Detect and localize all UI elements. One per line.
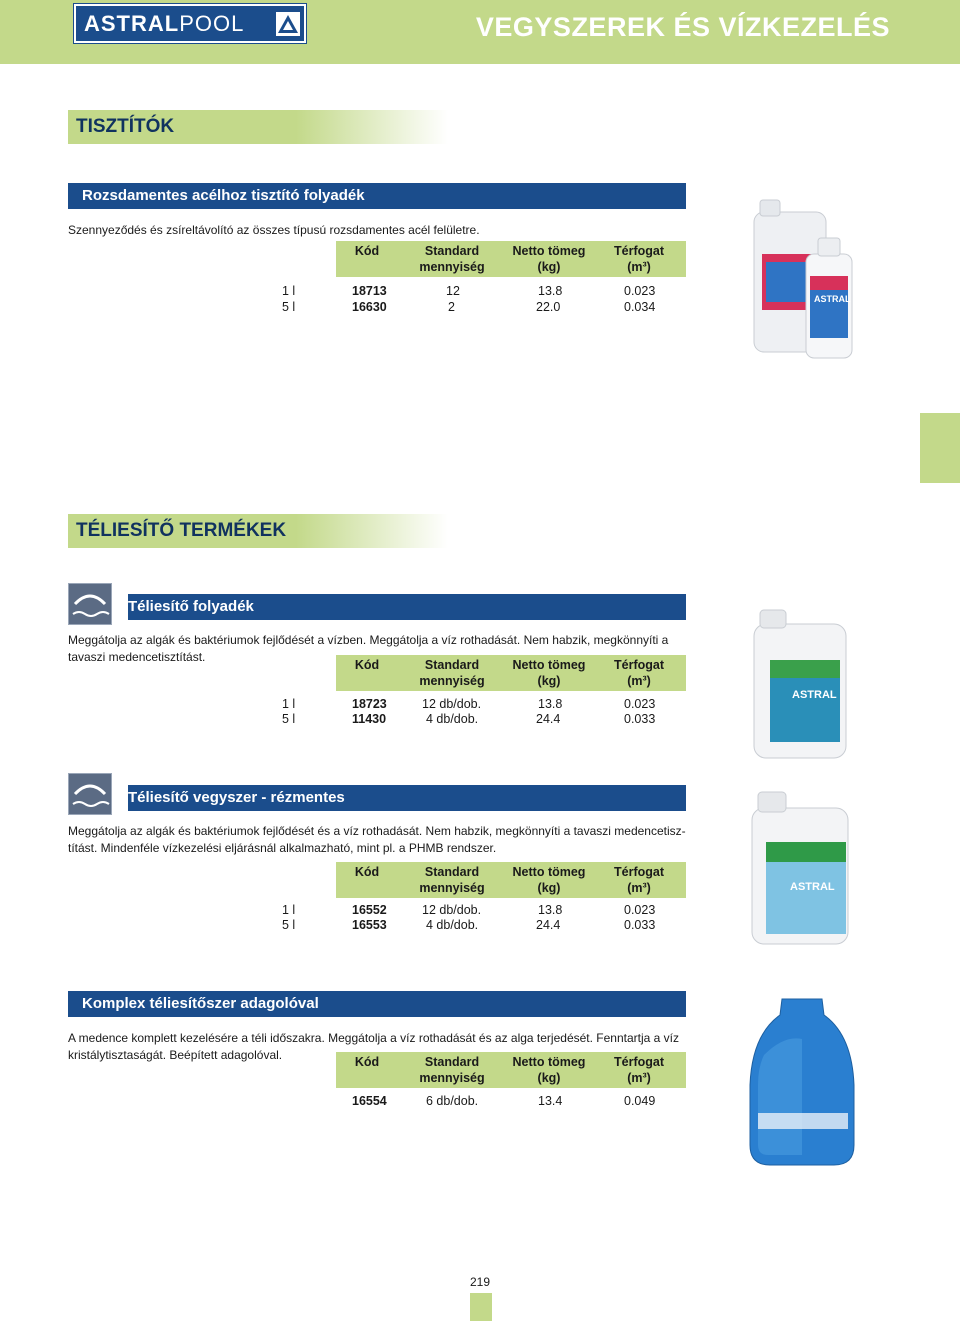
table-header: Kód Standard mennyiség Netto tömeg (kg) Térfogat (m³) (336, 1052, 686, 1088)
product-description: Meggátolja az algák és baktériumok fejlődését a vízben. Meggátolja a víz rothadását. Nem habzik, megkönnyíti a tavaszi medencetisztítást. (68, 633, 669, 664)
col-code: Kód (354, 244, 380, 258)
product-photo-dispenser-container (744, 995, 860, 1170)
winter-pool-icon (68, 583, 112, 625)
product-photo-winterizer-canister (748, 608, 854, 763)
col-qty: Standard mennyiség (419, 244, 485, 274)
col-weight: Netto tömeg (kg) (512, 244, 586, 274)
logo-light-text: POOL (179, 10, 245, 36)
svg-text:ASTRAL: ASTRAL (814, 294, 851, 304)
product-photo-copper-free-canister (746, 790, 856, 950)
page-number: 219 (469, 1275, 491, 1289)
product-description: Meggátolja az algák és baktériumok fejlődését és a víz rothadását. Nem habzik, megkönnyíti a tavaszi medencetisz-títást. Mindenféle vízkezelési eljárásnál alkalmazható, mint pl. a PHMB rendszer. (68, 824, 686, 855)
svg-text:ASTRAL: ASTRAL (792, 689, 837, 701)
astralpool-logo (74, 4, 306, 43)
product-title: Rozsdamentes acélhoz tisztító folyadék (68, 183, 686, 209)
table-header (336, 241, 686, 277)
table-header: Kód Standard mennyiség Netto tömeg (kg) Térfogat (m³) (336, 862, 686, 898)
section-title-winterizing: TÉLIESÍTŐ TERMÉKEK (68, 514, 448, 548)
product-title: Komplex téliesítőszer adagolóval (68, 991, 686, 1017)
product-title: Téliesítő folyadék (128, 594, 686, 620)
col-volume: Térfogat (m³) (614, 244, 664, 274)
side-tab (920, 413, 960, 483)
section-title-cleaners: TISZTÍTÓK (68, 110, 448, 144)
logo-triangle-icon (276, 12, 300, 36)
product-photo-cleaner-bottles (748, 198, 858, 363)
winter-pool-icon (68, 773, 112, 815)
page-number-bar (470, 1293, 492, 1321)
table-header: Kód Standard mennyiség Netto tömeg (kg) Térfogat (m³) (336, 655, 686, 691)
product-description: Szennyeződés és zsíreltávolító az összes típusú rozsdamentes acél felületre. (68, 223, 480, 237)
logo-bold-text: ASTRAL (84, 10, 180, 36)
product-description: A medence komplett kezelésére a téli időszakra. Meggátolja a víz rothadását és az alga terjedését. Fenntartja a víz kristálytisztaságát. Beépített adagolóval. (68, 1031, 679, 1062)
page-title: VEGYSZEREK ÉS VÍZKEZELÉS (475, 12, 890, 42)
svg-text:ASTRAL: ASTRAL (790, 881, 835, 893)
product-title: Téliesítő vegyszer - rézmentes (128, 785, 686, 811)
